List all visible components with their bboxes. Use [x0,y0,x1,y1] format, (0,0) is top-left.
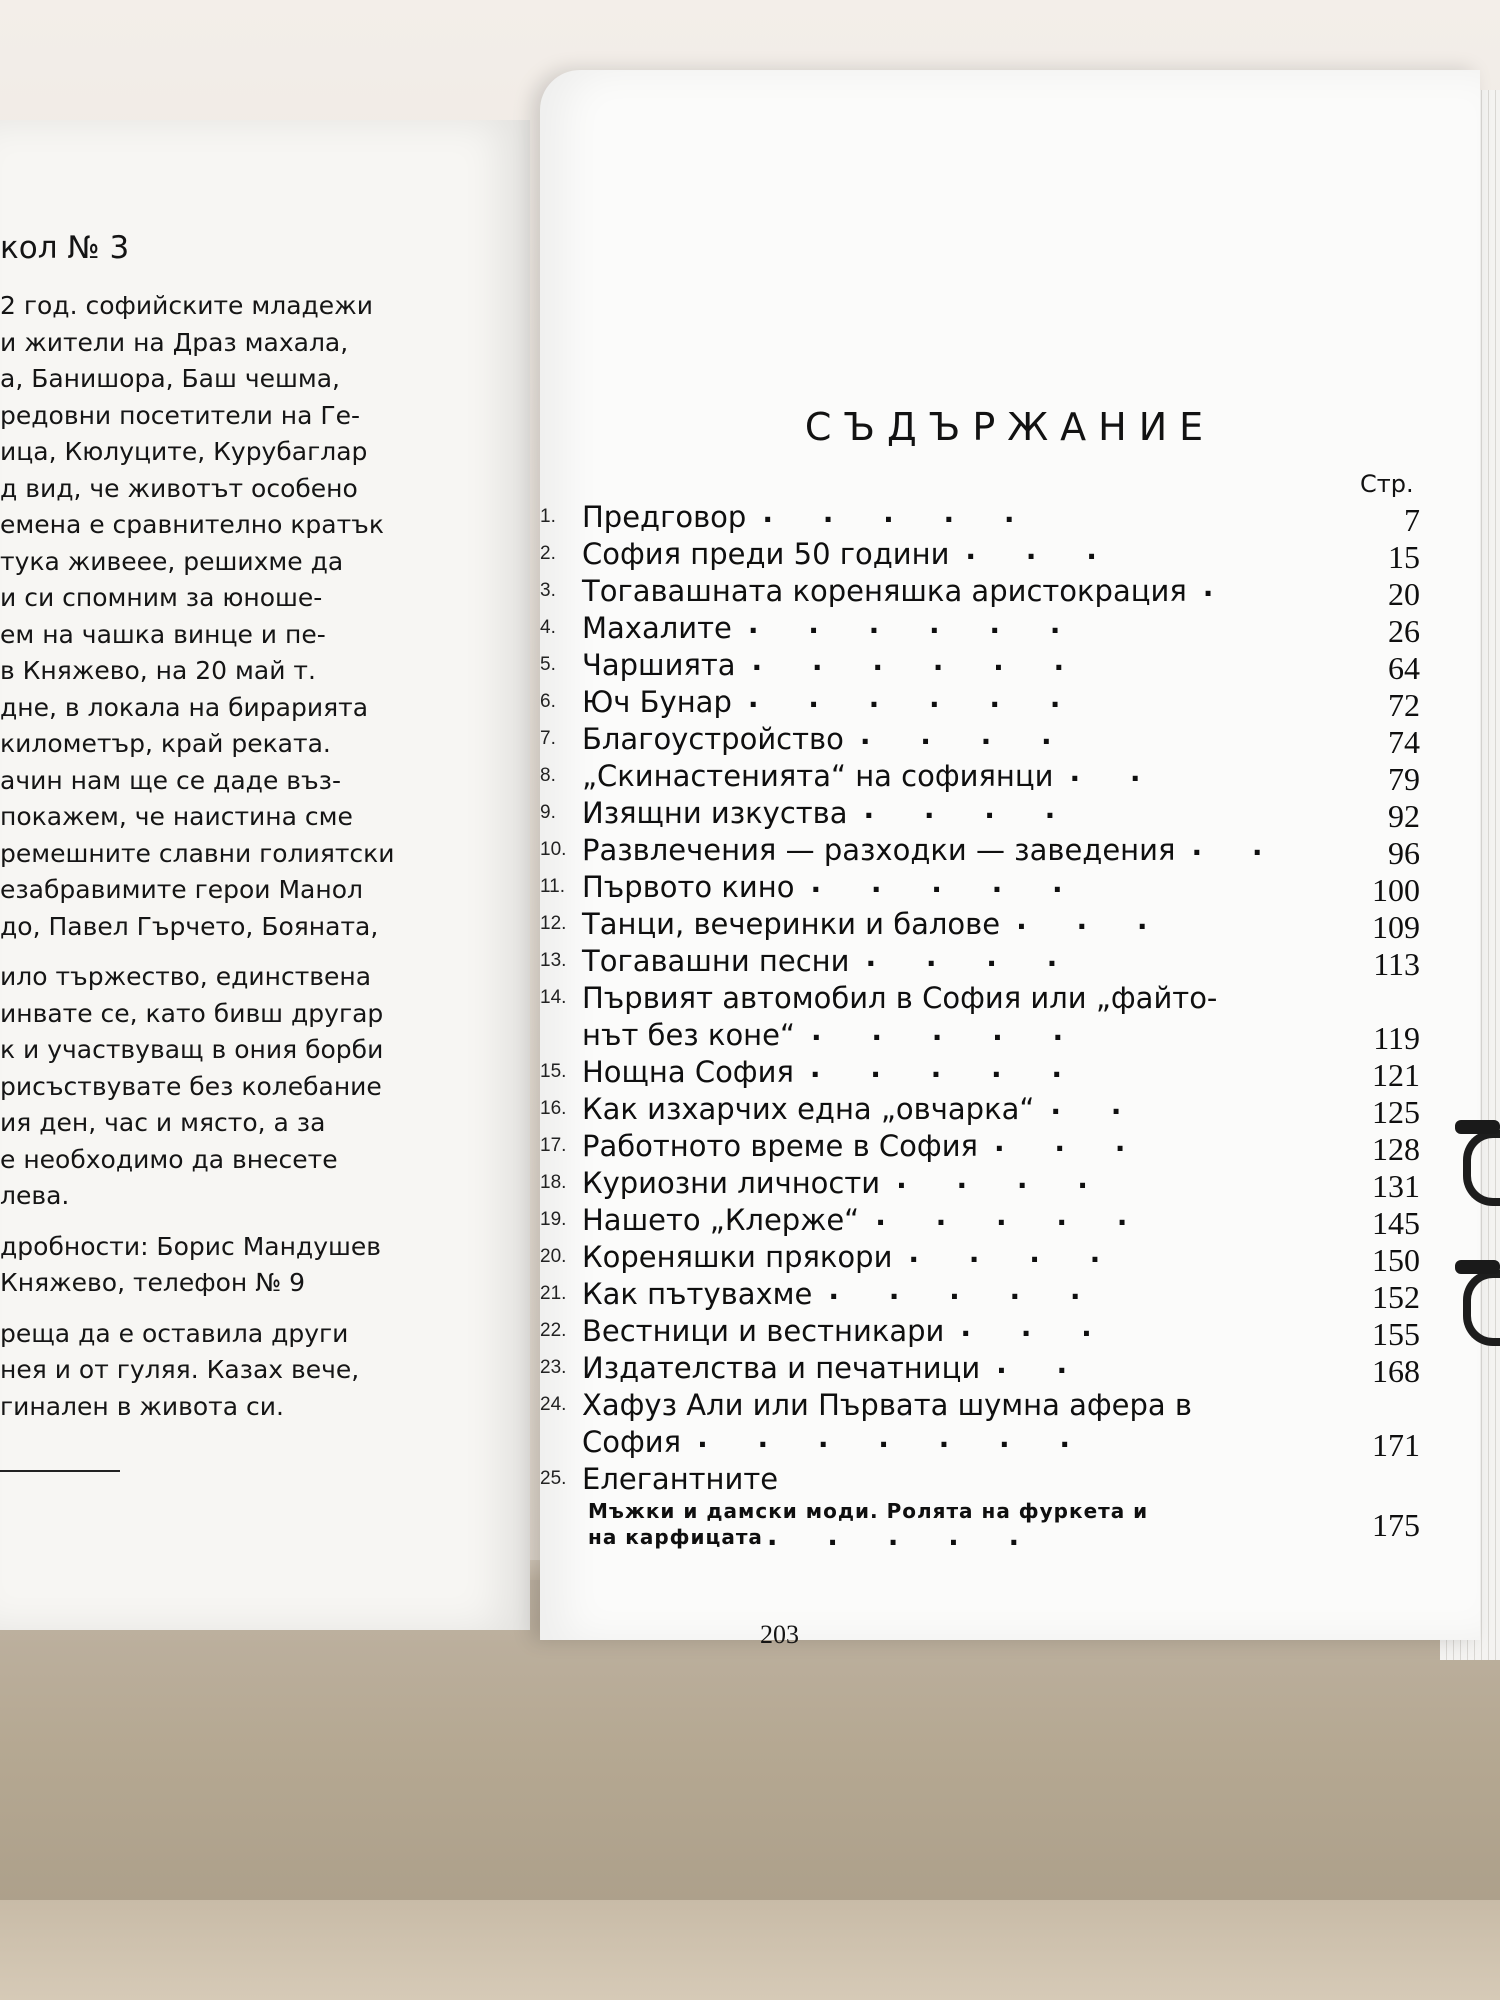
left-page-line: 2 год. софийските младежи [0,291,373,320]
left-page-line: е необходимо да внесете [0,1144,338,1174]
left-page-line: гинален в живота си. [0,1391,284,1421]
page-column-label: Стр. [1360,470,1414,498]
toc-entry-title: Вестници и вестникари [582,1314,945,1348]
left-page-line: инвате се, като бивш другар [0,998,384,1028]
toc-entry-page: 113 [1373,946,1420,982]
left-page-line: д вид, че животът особено [0,473,358,503]
left-page-line: и си спомним за юноше- [0,583,323,612]
toc-entry-leader-dots: . . . . . [811,1014,1084,1047]
toc-entry-number: 19. [540,1209,567,1230]
left-page-line: в Княжево, на 20 май т. [0,656,316,685]
toc-entry-title: Развлечения — разходки — заведения [582,833,1176,867]
toc-entry-title: нът без коне“ [582,1018,796,1052]
toc-entry-number: 7. [540,728,556,749]
clip-ring-top [1463,1130,1500,1206]
toc-entry-title: Тогавашни песни [582,944,850,978]
toc-entry-leader-dots: . . [1069,755,1161,788]
toc-entry-title: на карфицата [588,1525,763,1549]
toc-entry-page: 74 [1388,724,1420,760]
toc-entry-page: 125 [1372,1094,1420,1130]
toc-entry-title: Работното време в София [582,1129,979,1163]
left-page-rule [0,1470,120,1472]
toc-entry-number: 23. [540,1357,567,1378]
left-page-line: до, Павел Гърчето, Бояната, [0,911,379,941]
toc-entry-page: 168 [1372,1353,1420,1389]
left-page-line: ия ден, час и място, а за [0,1108,326,1137]
toc-entry-title: Издателства и печатници [582,1351,981,1385]
left-page-line: ачин нам ще се даде въз- [0,765,341,795]
toc-entry-number: 10. [540,839,567,860]
toc-entry-leader-dots: . . . . . . [747,607,1081,640]
toc-entry-leader-dots: . . . . . [875,1199,1148,1232]
toc-entry-number: 22. [540,1320,567,1341]
toc-entry-title: Благоустройство [582,722,844,756]
left-page-line: к и участвуващ в ония борби [0,1035,384,1064]
clip-ring-bottom [1463,1270,1500,1346]
toc-entry-title: Нощна София [582,1055,794,1089]
toc-entry-leader-dots: . . . . [859,718,1072,751]
left-page-line: дне, в локала на бирарията [0,692,369,722]
left-page-line: реща да е оставила други [0,1318,349,1348]
toc-entry-title: Първото кино [582,870,795,904]
left-page-line: ило тържество, единствена [0,962,372,991]
toc-entry-leader-dots: . . . . . . . [697,1421,1091,1454]
left-page-heading: кол № 3 [0,230,130,266]
toc-entry-number: 5. [540,654,556,675]
toc-entry-title: Тогавашната кореняшка аристокрация [582,574,1187,608]
toc-entry-page: 15 [1388,539,1420,575]
toc-entry-page: 72 [1388,687,1420,723]
left-page-line: ремешните славни голиятски [0,838,395,868]
toc-entry-page: 152 [1372,1279,1420,1315]
left-page-line: рисъствувате без колебание [0,1071,382,1101]
toc-entry-number: 16. [540,1098,567,1119]
left-page-line: ица, Кюлуците, Курубаглар [0,437,368,466]
left-page-line: и жители на Драз махала, [0,327,349,357]
left-page-line: лева. [0,1181,70,1210]
clip-arm-top [1455,1120,1500,1134]
toc-entry-number: 1. [540,506,556,527]
toc-entry-leader-dots: . . . . [865,940,1078,973]
toc-entry-leader-dots: . . . [1016,903,1168,936]
toc-entry-leader-dots: . . . . [863,792,1076,825]
toc-entry-title: София преди 50 години [582,537,950,571]
toc-entry-page: 96 [1388,835,1420,871]
toc-entry-page: 131 [1372,1168,1420,1204]
toc-entry-leader-dots: . . . . . [809,1051,1083,1084]
toc-entry-page: 26 [1388,613,1420,649]
toc-entry-title: Махалите [582,611,732,645]
toc-entry-page: 150 [1372,1242,1420,1278]
left-page-line: километър, край реката. [0,729,331,758]
left-page-line: редовни посетители на Ге- [0,400,361,430]
toc-entry-title: Нашето „Клерже“ [582,1203,860,1237]
toc-entry-number: 11. [540,876,566,897]
toc-entry-leader-dots: . . [1191,829,1283,862]
toc-entry-leader-dots: . . . . . [766,1519,1040,1552]
left-page-line: а, Банишора, Баш чешма, [0,364,340,393]
toc-entry-leader-dots: . . . . . . [747,681,1081,714]
toc-entry-title: Кореняшки прякори [582,1240,893,1274]
toc-entry-number: 20. [540,1246,567,1267]
table-of-contents [540,496,1480,1552]
left-page-line: нея и от гуляя. Казах вече, [0,1355,360,1384]
toc-entry-page: 119 [1373,1020,1420,1056]
toc-entry-number: 25. [540,1468,567,1489]
toc-entry-page: 121 [1372,1057,1420,1093]
toc-entry-leader-dots: . . . . . [762,496,1035,529]
toc-entry-number: 3. [540,580,556,601]
toc-entry-leader-dots: . . . [960,1310,1112,1343]
left-page-line: емена е сравнително кратък [0,510,384,539]
toc-entry-title: Как изхарчих една „овчарка“ [582,1092,1035,1126]
left-page-body [0,288,520,1425]
toc-entry-page: 128 [1372,1131,1420,1167]
toc-title: СЪДЪРЖАНИЕ [804,405,1216,449]
toc-entry-leader-dots: . . . . . [810,866,1083,899]
binder-clip [1455,1120,1500,1380]
left-page [0,120,530,1630]
toc-entry-title: Чаршията [582,648,736,682]
toc-entry-number: 21. [540,1283,567,1304]
clip-arm-bottom [1455,1260,1500,1274]
toc-entry-leader-dots: . [1202,570,1234,603]
toc-entry-number: 14. [540,987,567,1008]
toc-entry-page: 92 [1388,798,1420,834]
left-page-line: ем на чашка винце и пе- [0,619,326,649]
toc-entry-leader-dots: . . . . . . [751,644,1085,677]
toc-entry-page: 175 [1372,1507,1420,1543]
toc-entry-title: Куриозни личности [582,1166,881,1200]
toc-entry-number: 2. [540,543,556,564]
toc-entry-leader-dots: . . . [994,1125,1146,1158]
right-page [540,70,1480,1640]
toc-entry-leader-dots: . . . . [908,1236,1121,1269]
left-page-line: Княжево, телефон № 9 [0,1268,306,1297]
toc-entry-number: 24. [540,1394,567,1415]
left-page-line: езабравимите герои Манол [0,875,363,904]
toc-entry-title: София [582,1425,682,1459]
toc-entry-number: 15. [540,1061,567,1082]
toc-entry-title: Предговор [582,500,747,534]
toc-entry-page: 79 [1388,761,1420,797]
toc-entry-page: 100 [1372,872,1420,908]
toc-entry-title: „Скинастенията“ на софиянци [582,759,1054,793]
left-page-line: покажем, че наистина сме [0,802,353,831]
toc-entry-number: 4. [540,617,556,638]
toc-entry-title: Първият автомобил в София или „файто- [582,981,1218,1015]
toc-entry-page: 145 [1372,1205,1420,1241]
toc-entry-number: 13. [540,950,567,971]
toc-entry-number: 12. [540,913,567,934]
toc-entry-leader-dots: . . . . . [828,1273,1101,1306]
toc-entry-page: 7 [1404,502,1420,538]
page-number: 203 [760,1620,799,1649]
toc-entry-number: 9. [540,802,556,823]
left-page-line: дробности: Борис Мандушев [0,1231,381,1261]
toc-entry-title: Хафуз Али или Първата шумна афера в [582,1388,1192,1422]
toc-entry-title: Юч Бунар [582,685,732,719]
toc-entry-title: Изящни изкуства [582,796,848,830]
toc-entry-page: 64 [1388,650,1420,686]
toc-entry-page: 171 [1372,1427,1420,1463]
toc-entry-title: Как пътувахме [582,1277,813,1311]
toc-entry-page: 155 [1372,1316,1420,1352]
toc-entry-title: Танци, вечеринки и балове [582,907,1001,941]
toc-entry-number: 17. [540,1135,567,1156]
toc-entry-page: 20 [1388,576,1420,612]
toc-entry-title: Мъжки и дамски моди. Ролята на фуркета и [588,1499,1149,1523]
toc-entry-leader-dots: . . . . [896,1162,1108,1195]
toc-entry-number: 8. [540,765,556,786]
toc-entry-page: 109 [1372,909,1420,945]
toc-entry-leader-dots: . . [996,1347,1088,1380]
toc-entry-number: 18. [540,1172,567,1193]
toc-entry-number: 6. [540,691,556,712]
toc-entry-leader-dots: . . . [965,533,1117,566]
table-front [0,1900,1500,2000]
toc-entry-title: Елегантните [582,1462,779,1496]
left-page-line: тука живеее, решихме да [0,546,344,576]
toc-entry-leader-dots: . . [1050,1088,1142,1121]
